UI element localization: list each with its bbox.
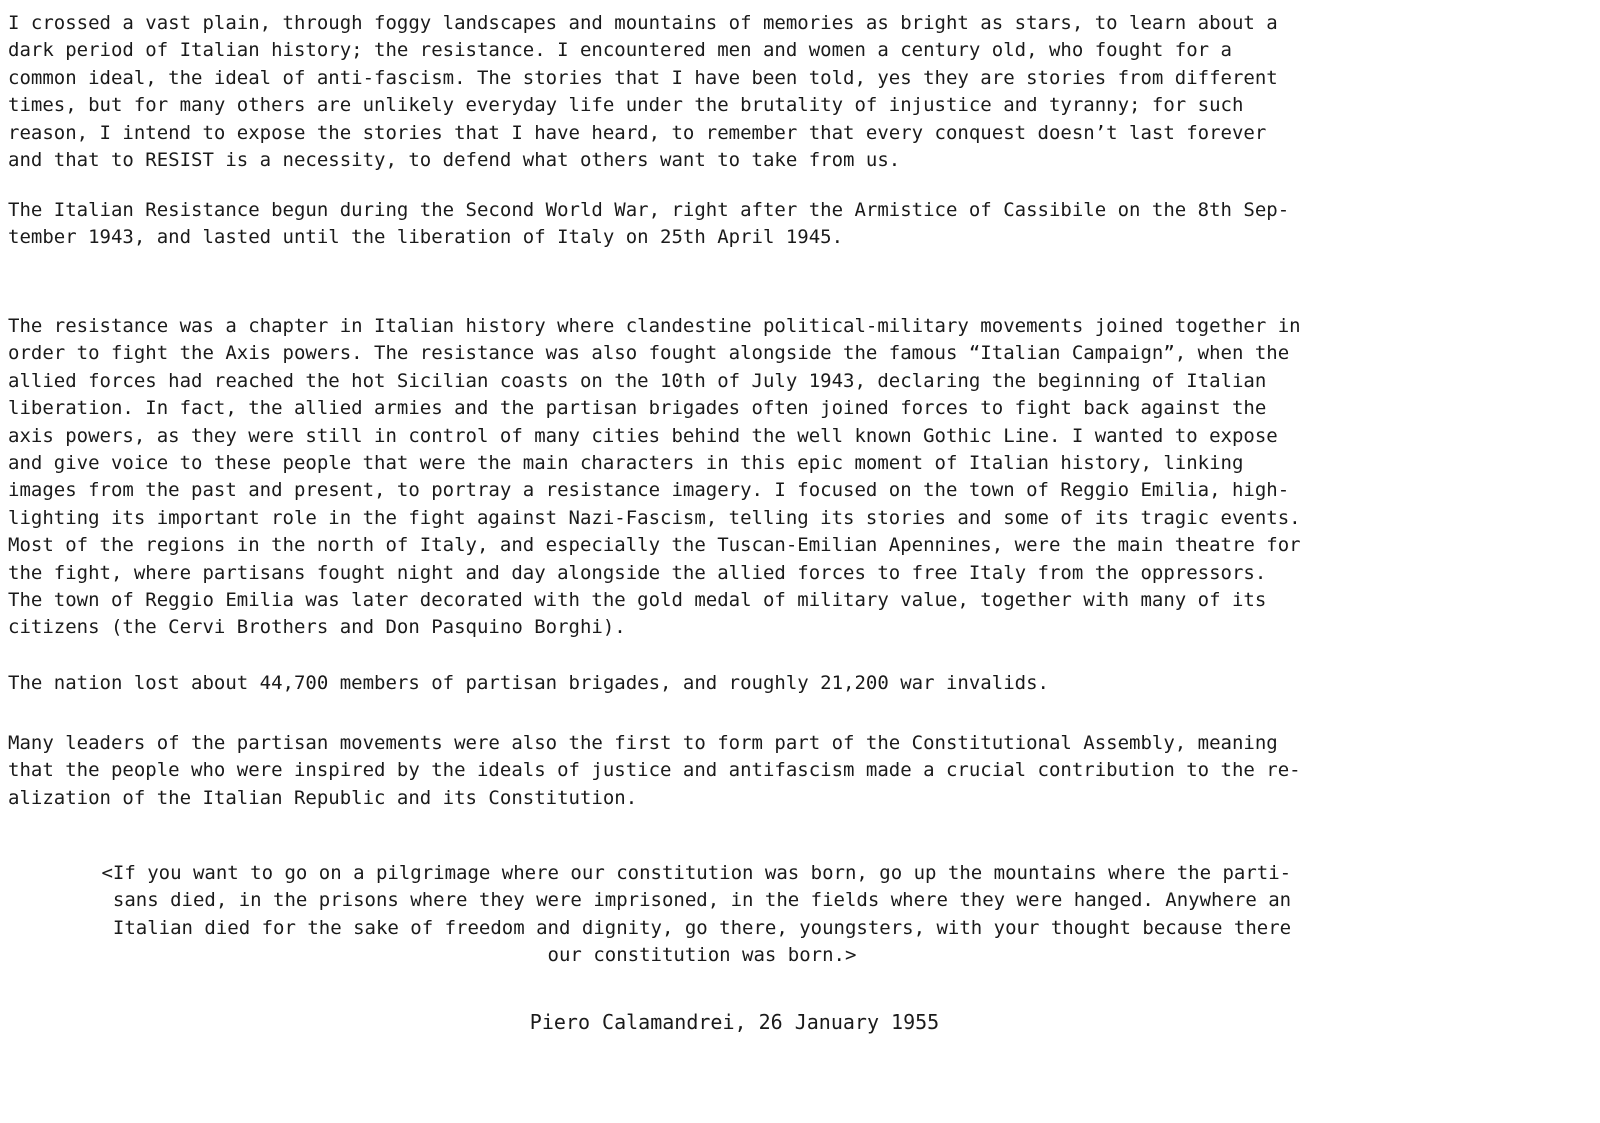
resistance-dates-paragraph: The Italian Resistance begun during the Second World War, right after the Armistice of Cassibile on the 8th Sep- tember 1943, and lasted until the liberation of Italy on 25th April 1945. bbox=[8, 199, 1290, 249]
calamandrei-quote: <If you want to go on a pilgrimage where our constitution was born, go up the mountains where the parti- sans died, in the prisons where they were imprisoned, in the fields where they were hanged. Anywhere an Italian died for the sake of freedom and dignity, go there, youngsters, with your thought because there our constitution was born.> bbox=[101, 862, 1292, 967]
intro-paragraph: I crossed a vast plain, through foggy landscapes and mountains of memories as bright as stars, to learn about a dark period of Italian history; the resistance. I encountered men and women a century old, who fought for a common ideal, the ideal of anti-fascism. The stories that I have been told, yes they are stories from different times, but for many others are unlikely everyday life under the brutality of injustice and tyranny; for such reason, I intend to expose the stories that I have heard, to remember that every conquest doesn’t last forever and that to RESIST is a necessity, to defend what others want to take from us. bbox=[8, 12, 1278, 172]
losses-paragraph: The nation lost about 44,700 members of partisan brigades, and roughly 21,200 war invalids. bbox=[8, 672, 1049, 694]
quote-attribution: Piero Calamandrei, 26 January 1955 bbox=[0, 1010, 940, 1034]
constitution-paragraph: Many leaders of the partisan movements were also the first to form part of the Constitutional Assembly, meaning that the people who were inspired by the ideals of justice and antifascism made a crucial contribution to the re- alization of the Italian Republic and its Constitution. bbox=[8, 732, 1301, 809]
resistance-history-paragraph: The resistance was a chapter in Italian history where clandestine political-military movements joined together in order to fight the Axis powers. The resistance was also fought alongside the famous “Italian Campaign”, when the allied forces had reached the hot Sicilian coasts on the 10th of July 1943, declaring the beginning of Italian liberation. In fact, the allied armies and the partisan brigades often joined forces to fight back against the axis powers, as they were still in control of many cities behind the well known Gothic Line. I wanted to expose and give voice to these people that were the main characters in this epic moment of Italian history, linking images from the past and present, to portray a resistance imagery. I focused on the town of Reggio Emilia, high- lighting its important role in the fight against Nazi-Fascism, telling its stories and some of its tragic events. Most of the regions in the north of Italy, and especially the Tuscan-Emilian Apennines, were the main theatre for the fight, where partisans fought night and day alongside the allied forces to free Italy from the oppressors. The town of Reggio Emilia was later decorated with the gold medal of military value, together with many of its citizens (the Cervi Brothers and Don Pasquino Borghi). bbox=[8, 315, 1301, 639]
